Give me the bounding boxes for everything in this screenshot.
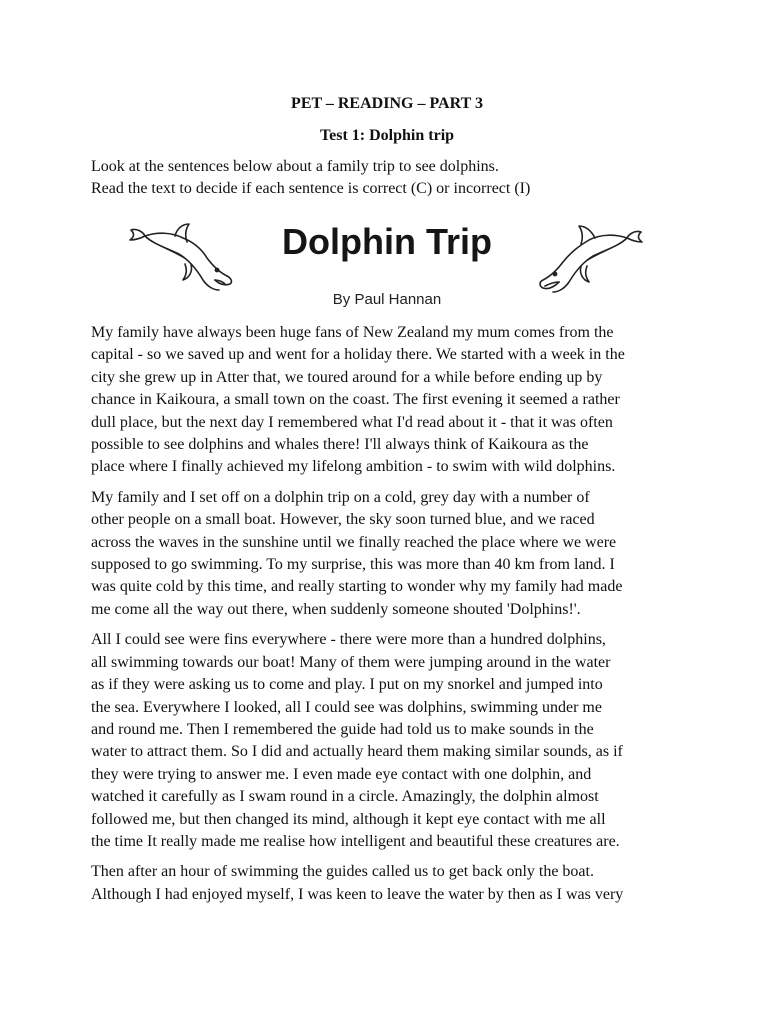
text-line: all swimming towards our boat! Many of them were jumping around in the water xyxy=(91,653,611,671)
text-line: capital - so we saved up and went for a holiday there. We started with a week in the xyxy=(91,346,625,364)
banner-title: Dolphin Trip xyxy=(282,221,492,262)
paragraph xyxy=(91,861,683,906)
text-line: dull place, but the next day I remembered what I'd read about it - that it was often xyxy=(91,413,613,431)
text-line: chance in Kaikoura, a small town on the coast. The first evening it seemed a rather xyxy=(91,391,620,409)
text-line: the sea. Everywhere I looked, all I could see was dolphins, swimming under me xyxy=(91,698,602,716)
text-line: as if they were asking us to come and play. I put on my snorkel and jumped into xyxy=(91,676,603,694)
text-line: city she grew up in Atter that, we toured around for a while before ending up by xyxy=(91,368,603,386)
test-subtitle: Test 1: Dolphin trip xyxy=(319,127,455,144)
instruction-line: Look at the sentences below about a family trip to see dolphins. xyxy=(91,158,499,175)
text-line: watched it carefully as I swam round in a circle. Amazingly, the dolphin almost xyxy=(91,788,599,806)
paragraph xyxy=(91,322,683,479)
text-line: Then after an hour of swimming the guides called us to get back only the boat. xyxy=(91,863,594,881)
text-line: followed me, but then changed its mind, although it kept eye contact with me all xyxy=(91,810,606,828)
text-line: other people on a small boat. However, the sky soon turned blue, and we raced xyxy=(91,511,595,529)
instructions xyxy=(91,156,683,200)
page-title: PET – READING – PART 3 xyxy=(291,95,483,112)
text-line: My family and I set off on a dolphin trip on a cold, grey day with a number of xyxy=(91,488,590,506)
banner-byline: By Paul Hannan xyxy=(332,291,442,308)
story-banner xyxy=(91,214,683,322)
text-line: across the waves in the sunshine until we finally reached the place where we were xyxy=(91,533,617,551)
paragraph xyxy=(91,629,683,853)
text-line: they were trying to answer me. I even made eye contact with one dolphin, and xyxy=(91,765,592,783)
text-line: and round me. Then I remembered the guide had told us to make sounds in the xyxy=(91,720,594,738)
paragraph xyxy=(91,487,683,621)
text-line: place where I finally achieved my lifelong ambition - to swim with wild dolphins. xyxy=(91,458,616,476)
text-line: me come all the way out there, when suddenly someone shouted 'Dolphins!'. xyxy=(91,600,581,618)
text-line: was quite cold by this time, and really starting to wonder why my family had made xyxy=(91,578,623,596)
text-line: My family have always been huge fans of New Zealand my mum comes from the xyxy=(91,324,614,341)
dolphin-icon xyxy=(535,218,645,298)
text-line: supposed to go swimming. To my surprise, this was more than 40 km from land. I xyxy=(91,556,615,574)
text-line: All I could see were fins everywhere - there were more than a hundred dolphins, xyxy=(91,631,606,649)
instruction-line: Read the text to decide if each sentence is correct (C) or incorrect (I) xyxy=(91,180,531,197)
text-line: water to attract them. So I did and actually heard them making similar sounds, as if xyxy=(91,743,623,761)
story-body xyxy=(91,322,683,906)
text-line: the time It really made me realise how intelligent and beautiful these creatures are. xyxy=(91,832,620,850)
text-line: possible to see dolphins and whales there! I'll always think of Kaikoura as the xyxy=(91,436,589,454)
text-line: Although I had enjoyed myself, I was keen to leave the water by then as I was very xyxy=(91,885,624,903)
document-page xyxy=(91,93,683,914)
